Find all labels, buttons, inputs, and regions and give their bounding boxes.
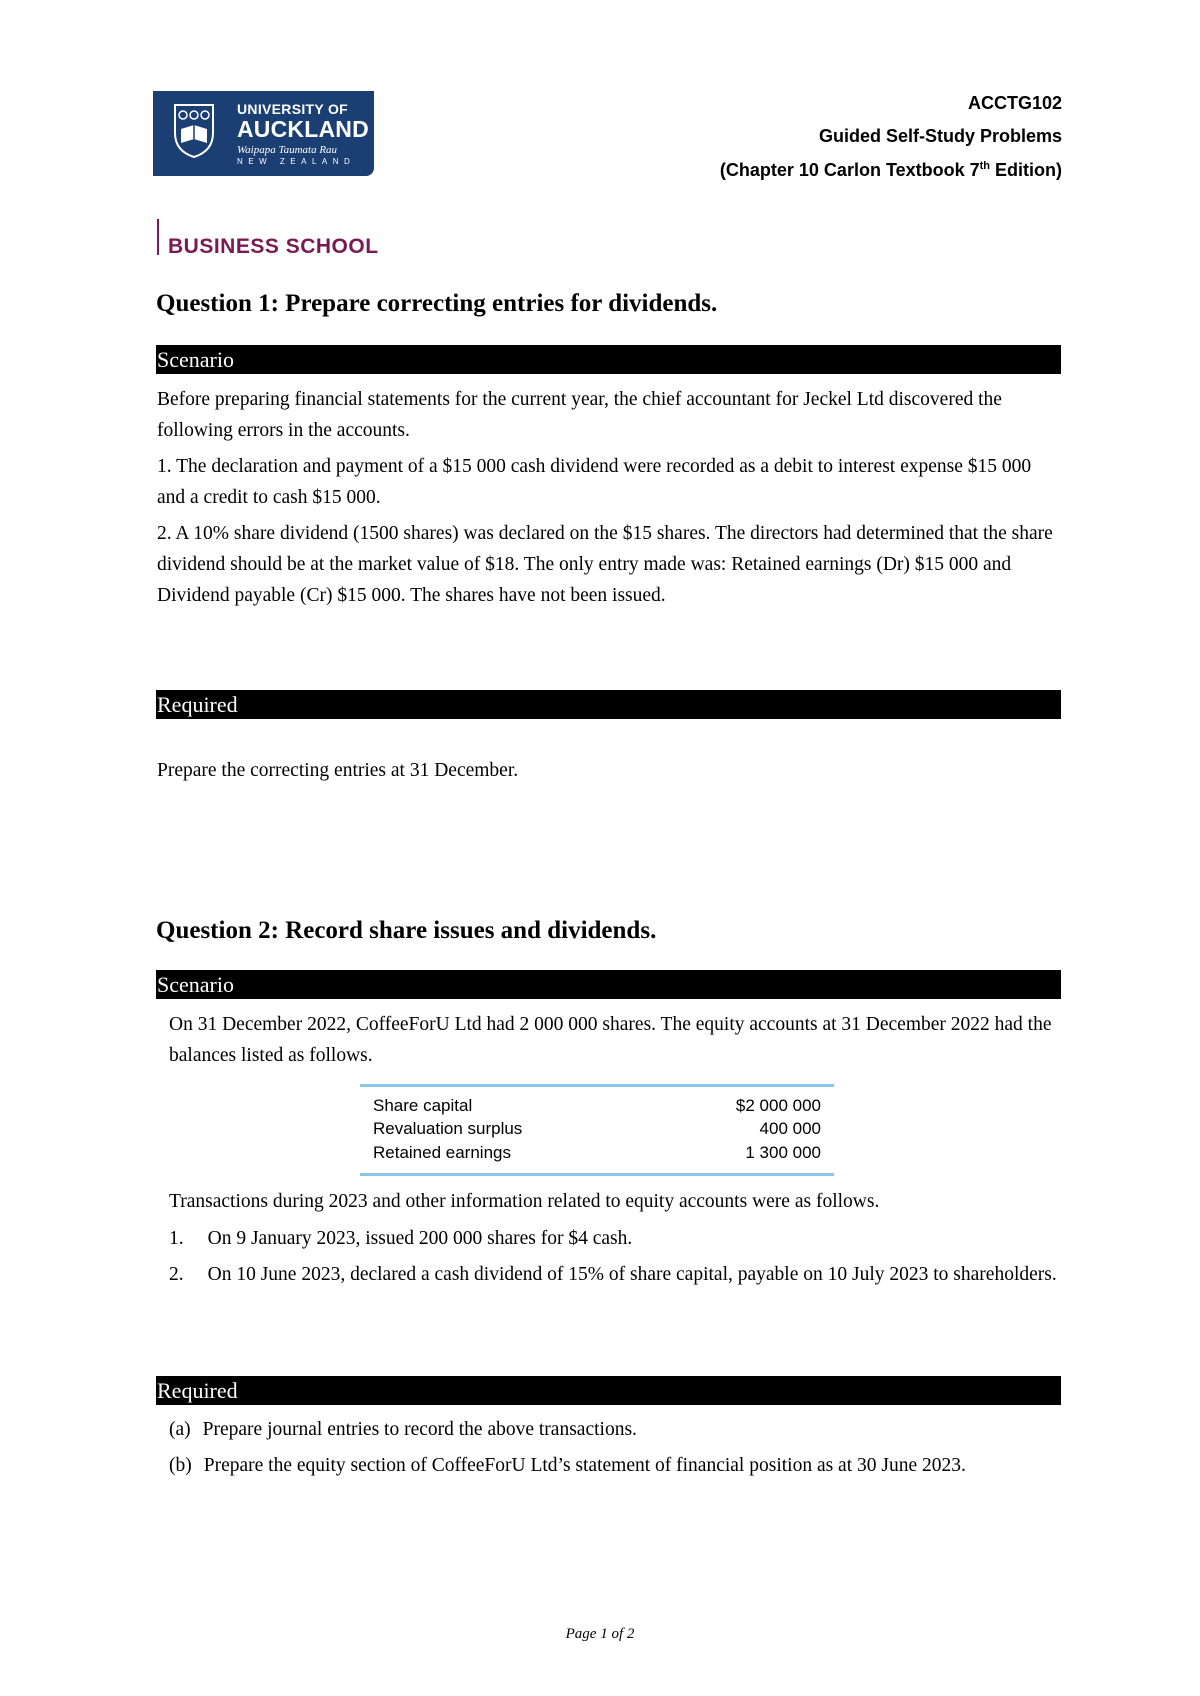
transaction-text: On 10 June 2023, declared a cash dividend of 15% of share capital, payable on 10 July 2023 to shareholders. [207,1264,1057,1285]
question-1-scenario-heading: Scenario [156,345,1061,374]
question-2-intro: On 31 December 2022, CoffeeForU Ltd had 2 000 000 shares. The equity accounts at 31 December 2022 had the balances listed as follows. [169,1014,1052,1066]
transaction-number: 1. [169,1228,184,1249]
question-2-transaction-2 [169,1259,1059,1290]
required-item-text: Prepare the equity section of CoffeeForU Ltd’s statement of financial position as at 30 June 2023. [203,1455,966,1476]
logo-line-maori-name: Waipapa Taumata Rau [237,144,338,156]
table-row [373,1143,821,1166]
question-1-intro: Before preparing financial statements for the current year, the chief accountant for Jeckel Ltd discovered the following errors in the accounts. [157,389,1002,441]
document-subtitle: Guided Self-Study Problems [818,126,1062,146]
question-2-transaction-1 [169,1223,1059,1254]
required-item-text: Prepare journal entries to record the above transactions. [202,1419,637,1440]
question-2-required-heading: Required [156,1376,1061,1405]
question-2-required-b [169,1450,1059,1481]
table-row [373,1119,821,1142]
question-1-error-1: 1. The declaration and payment of a $15 000 cash dividend were recorded as a debit to interest expense $15 000 and a credit to cash $15 000. [157,456,1032,508]
required-item-label: (a) [169,1419,191,1440]
university-logo [153,91,374,176]
equity-row-label: Retained earnings [373,1143,511,1162]
university-crest-icon [173,103,215,159]
question-1-title: Question 1: Prepare correcting entries for dividends. [156,290,718,317]
chapter-reference [720,160,1062,181]
chapter-superscript: th [979,160,991,172]
page-number: Page 1 of 2 [565,1626,635,1642]
question-2-required-a [169,1414,1059,1445]
question-1-required-heading: Required [156,690,1061,719]
question-1-required-text: Prepare the correcting entries at 31 December. [157,760,519,781]
chapter-suffix: Edition) [990,160,1062,180]
question-2-transactions-intro: Transactions during 2023 and other information related to equity accounts were as follows. [169,1191,880,1212]
equity-row-label: Revaluation surplus [373,1119,523,1138]
logo-line-university-of: UNIVERSITY OF [237,101,348,117]
equity-row-value: 400 000 [759,1119,821,1138]
logo-line-new-zealand: NEW ZEALAND [237,157,356,166]
equity-balances-table [360,1084,834,1176]
logo-line-auckland: AUCKLAND [237,116,369,142]
required-item-label: (b) [169,1455,192,1476]
chapter-prefix: (Chapter 10 Carlon Textbook 7 [719,160,980,180]
transaction-text: On 9 January 2023, issued 200 000 shares for $4 cash. [207,1228,633,1249]
equity-row-value: 1 300 000 [745,1143,821,1162]
business-school-divider [157,219,159,255]
business-school-label: BUSINESS SCHOOL [168,235,379,258]
table-row [373,1096,821,1119]
transaction-number: 2. [169,1264,184,1285]
equity-row-value: $2 000 000 [735,1096,821,1115]
equity-row-label: Share capital [373,1096,473,1115]
course-code: ACCTG102 [967,93,1062,113]
question-2-title: Question 2: Record share issues and dividends. [156,917,657,944]
question-1-error-2: 2. A 10% share dividend (1500 shares) was declared on the $15 shares. The directors had determined that the share dividend should be at the market value of $18. The only entry made was: Retained earnings (Dr) $15 000 and Dividend payable (Cr) $15 000. The shares have not been issued. [157,523,1053,606]
question-2-scenario-heading: Scenario [156,970,1061,999]
